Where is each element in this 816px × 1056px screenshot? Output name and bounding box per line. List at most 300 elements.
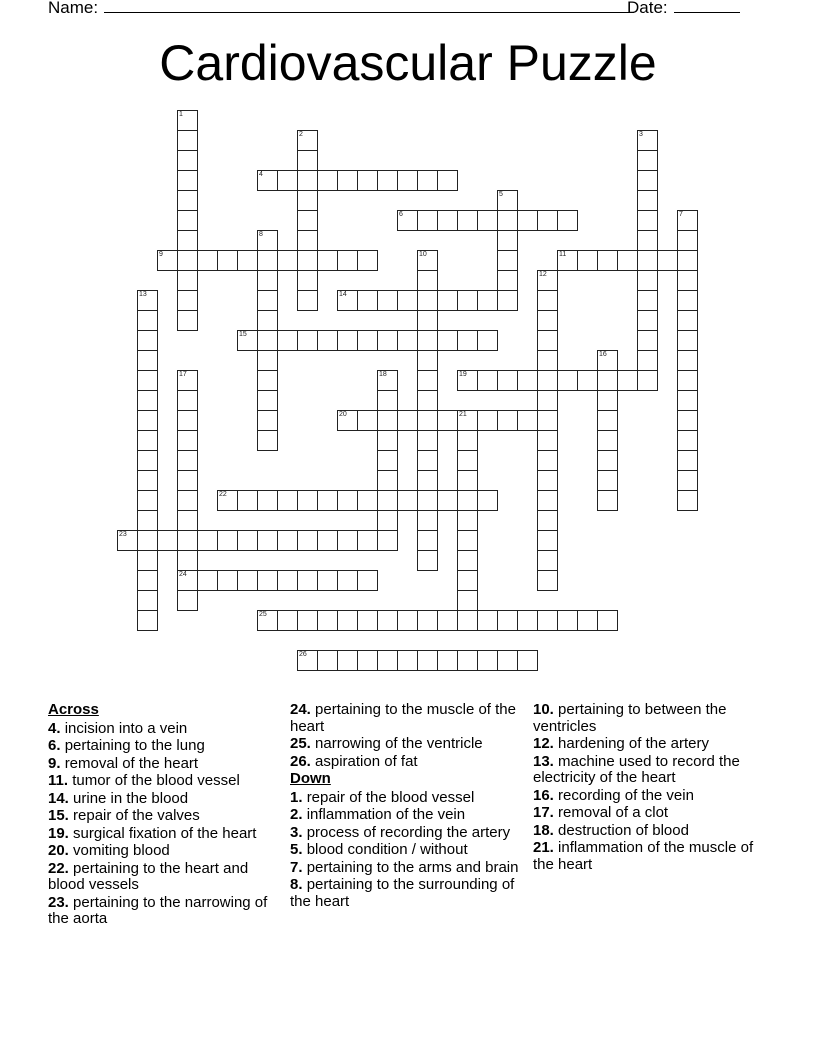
- grid-cell[interactable]: [337, 610, 358, 631]
- grid-cell[interactable]: [417, 550, 438, 571]
- grid-cell[interactable]: [277, 570, 298, 591]
- grid-cell[interactable]: [277, 330, 298, 351]
- grid-cell[interactable]: [497, 210, 518, 231]
- grid-cell[interactable]: [417, 250, 438, 271]
- grid-cell[interactable]: [377, 530, 398, 551]
- grid-cell[interactable]: [257, 410, 278, 431]
- grid-cell[interactable]: [417, 390, 438, 411]
- grid-cell[interactable]: [257, 270, 278, 291]
- grid-cell[interactable]: [597, 410, 618, 431]
- grid-cell[interactable]: [537, 470, 558, 491]
- grid-cell[interactable]: [637, 150, 658, 171]
- grid-cell[interactable]: [477, 610, 498, 631]
- grid-cell[interactable]: [537, 510, 558, 531]
- grid-cell[interactable]: [357, 170, 378, 191]
- grid-cell[interactable]: [457, 410, 478, 431]
- grid-cell[interactable]: [677, 410, 698, 431]
- grid-cell[interactable]: [357, 250, 378, 271]
- grid-cell[interactable]: [397, 290, 418, 311]
- grid-cell[interactable]: [317, 570, 338, 591]
- grid-cell[interactable]: [477, 410, 498, 431]
- grid-cell[interactable]: [397, 210, 418, 231]
- grid-cell[interactable]: [177, 150, 198, 171]
- grid-cell[interactable]: [337, 650, 358, 671]
- grid-cell[interactable]: [437, 170, 458, 191]
- grid-cell[interactable]: [297, 190, 318, 211]
- grid-cell[interactable]: [437, 410, 458, 431]
- grid-cell[interactable]: [577, 610, 598, 631]
- grid-cell[interactable]: [537, 610, 558, 631]
- clue-across: 9. removal of the heart: [48, 754, 199, 772]
- grid-cell[interactable]: [377, 330, 398, 351]
- grid-cell[interactable]: [637, 170, 658, 191]
- grid-cell[interactable]: [437, 330, 458, 351]
- clue-across: 6. pertaining to the lung: [48, 737, 205, 754]
- clue-number: 21: [459, 411, 467, 418]
- grid-cell[interactable]: [177, 490, 198, 511]
- grid-cell[interactable]: [137, 350, 158, 371]
- grid-cell[interactable]: [457, 590, 478, 611]
- grid-cell[interactable]: [257, 290, 278, 311]
- grid-cell[interactable]: [377, 170, 398, 191]
- clue-down: 21. inflammation of the muscle of the heart: [533, 839, 754, 873]
- grid-cell[interactable]: [417, 650, 438, 671]
- grid-cell[interactable]: [217, 570, 238, 591]
- grid-cell[interactable]: [277, 610, 298, 631]
- grid-cell[interactable]: [157, 250, 178, 271]
- clue-across: 22. pertaining to the heart and blood vessels: [48, 859, 249, 893]
- grid-cell[interactable]: [297, 250, 318, 271]
- clue-number: 12: [539, 271, 547, 278]
- grid-cell[interactable]: [117, 530, 138, 551]
- grid-cell[interactable]: [537, 330, 558, 351]
- grid-cell[interactable]: [657, 250, 678, 271]
- grid-cell[interactable]: [297, 490, 318, 511]
- grid-cell[interactable]: [177, 570, 198, 591]
- grid-cell[interactable]: [537, 210, 558, 231]
- grid-cell[interactable]: [537, 450, 558, 471]
- grid-cell[interactable]: [177, 250, 198, 271]
- grid-cell[interactable]: [517, 610, 538, 631]
- clue-down: 17. removal of a clot: [533, 804, 669, 821]
- grid-cell[interactable]: [377, 290, 398, 311]
- grid-cell[interactable]: [677, 450, 698, 471]
- grid-cell[interactable]: [617, 370, 638, 391]
- grid-cell[interactable]: [137, 310, 158, 331]
- grid-cell[interactable]: [477, 490, 498, 511]
- grid-cell[interactable]: [297, 650, 318, 671]
- grid-cell[interactable]: [597, 250, 618, 271]
- grid-cell[interactable]: [397, 610, 418, 631]
- grid-cell[interactable]: [477, 650, 498, 671]
- clue-across: 20. vomiting blood: [48, 842, 170, 859]
- grid-cell[interactable]: [257, 490, 278, 511]
- grid-cell[interactable]: [537, 310, 558, 331]
- grid-cell[interactable]: [377, 450, 398, 471]
- grid-cell[interactable]: [497, 290, 518, 311]
- grid-cell[interactable]: [417, 310, 438, 331]
- grid-cell[interactable]: [317, 490, 338, 511]
- grid-cell[interactable]: [497, 230, 518, 251]
- grid-cell[interactable]: [637, 290, 658, 311]
- grid-cell[interactable]: [477, 290, 498, 311]
- grid-cell[interactable]: [677, 310, 698, 331]
- grid-cell[interactable]: [397, 410, 418, 431]
- grid-cell[interactable]: [397, 170, 418, 191]
- grid-cell[interactable]: [277, 490, 298, 511]
- grid-cell[interactable]: [197, 570, 218, 591]
- clue-number: 11: [559, 251, 567, 258]
- grid-cell[interactable]: [177, 230, 198, 251]
- grid-cell[interactable]: [437, 610, 458, 631]
- grid-cell[interactable]: [637, 330, 658, 351]
- grid-cell[interactable]: [417, 270, 438, 291]
- grid-cell[interactable]: [457, 290, 478, 311]
- grid-cell[interactable]: [497, 270, 518, 291]
- grid-cell[interactable]: [557, 610, 578, 631]
- grid-cell[interactable]: [177, 270, 198, 291]
- grid-cell[interactable]: [457, 450, 478, 471]
- grid-cell[interactable]: [637, 190, 658, 211]
- grid-cell[interactable]: [637, 230, 658, 251]
- grid-cell[interactable]: [397, 490, 418, 511]
- grid-cell[interactable]: [597, 470, 618, 491]
- clues-column-3: [533, 702, 768, 874]
- clue-number: 24: [179, 571, 187, 578]
- grid-cell[interactable]: [457, 210, 478, 231]
- grid-cell[interactable]: [497, 190, 518, 211]
- grid-cell[interactable]: [417, 610, 438, 631]
- grid-cell[interactable]: [637, 130, 658, 151]
- grid-cell[interactable]: [237, 250, 258, 271]
- grid-cell[interactable]: [257, 530, 278, 551]
- clue-across: 24. pertaining to the muscle of the heart: [290, 701, 516, 735]
- grid-cell[interactable]: [677, 210, 698, 231]
- grid-cell[interactable]: [237, 490, 258, 511]
- grid-cell[interactable]: [177, 210, 198, 231]
- grid-cell[interactable]: [297, 610, 318, 631]
- grid-cell[interactable]: [517, 410, 538, 431]
- grid-cell[interactable]: [577, 370, 598, 391]
- grid-cell[interactable]: [537, 550, 558, 571]
- grid-cell[interactable]: [677, 470, 698, 491]
- grid-cell[interactable]: [137, 370, 158, 391]
- grid-cell[interactable]: [137, 330, 158, 351]
- grid-cell[interactable]: [477, 370, 498, 391]
- grid-cell[interactable]: [137, 530, 158, 551]
- grid-cell[interactable]: [377, 390, 398, 411]
- grid-cell[interactable]: [177, 410, 198, 431]
- grid-cell[interactable]: [217, 250, 238, 271]
- grid-cell[interactable]: [297, 330, 318, 351]
- clue-number: 3: [639, 131, 643, 138]
- grid-cell[interactable]: [137, 490, 158, 511]
- grid-cell[interactable]: [397, 650, 418, 671]
- grid-cell[interactable]: [417, 210, 438, 231]
- grid-cell[interactable]: [137, 470, 158, 491]
- grid-cell[interactable]: [637, 270, 658, 291]
- grid-cell[interactable]: [557, 250, 578, 271]
- grid-cell[interactable]: [677, 490, 698, 511]
- grid-cell[interactable]: [637, 370, 658, 391]
- grid-cell[interactable]: [297, 230, 318, 251]
- grid-cell[interactable]: [457, 370, 478, 391]
- grid-cell[interactable]: [217, 530, 238, 551]
- grid-cell[interactable]: [377, 370, 398, 391]
- grid-cell[interactable]: [417, 170, 438, 191]
- grid-cell[interactable]: [137, 450, 158, 471]
- grid-cell[interactable]: [517, 370, 538, 391]
- grid-cell[interactable]: [477, 330, 498, 351]
- grid-cell[interactable]: [637, 350, 658, 371]
- clue-across: 19. surgical fixation of the heart: [48, 824, 257, 842]
- clue-number: 15: [239, 331, 247, 338]
- grid-cell[interactable]: [177, 510, 198, 531]
- grid-cell[interactable]: [197, 250, 218, 271]
- grid-cell[interactable]: [257, 250, 278, 271]
- clue-number: 10: [419, 251, 427, 258]
- grid-cell[interactable]: [457, 570, 478, 591]
- grid-cell[interactable]: [437, 290, 458, 311]
- grid-cell[interactable]: [237, 570, 258, 591]
- grid-cell[interactable]: [417, 370, 438, 391]
- grid-cell[interactable]: [437, 490, 458, 511]
- grid-cell[interactable]: [297, 130, 318, 151]
- grid-cell[interactable]: [417, 290, 438, 311]
- grid-cell[interactable]: [177, 590, 198, 611]
- grid-cell[interactable]: [457, 650, 478, 671]
- grid-cell[interactable]: [317, 610, 338, 631]
- grid-cell[interactable]: [317, 530, 338, 551]
- grid-cell[interactable]: [637, 250, 658, 271]
- grid-cell[interactable]: [417, 530, 438, 551]
- grid-cell[interactable]: [257, 570, 278, 591]
- grid-cell[interactable]: [257, 370, 278, 391]
- grid-cell[interactable]: [317, 170, 338, 191]
- grid-cell[interactable]: [517, 650, 538, 671]
- grid-cell[interactable]: [597, 490, 618, 511]
- grid-cell[interactable]: [457, 550, 478, 571]
- grid-cell[interactable]: [377, 470, 398, 491]
- grid-cell[interactable]: [137, 410, 158, 431]
- grid-cell[interactable]: [677, 350, 698, 371]
- grid-cell[interactable]: [637, 210, 658, 231]
- grid-cell[interactable]: [417, 470, 438, 491]
- grid-cell[interactable]: [237, 330, 258, 351]
- clue-down: 13. machine used to record the electricity of the heart: [533, 752, 740, 786]
- grid-cell[interactable]: [257, 330, 278, 351]
- clue-across: 11. tumor of the blood vessel: [48, 772, 240, 789]
- grid-cell[interactable]: [137, 610, 158, 631]
- grid-cell[interactable]: [417, 490, 438, 511]
- grid-cell[interactable]: [257, 350, 278, 371]
- grid-cell[interactable]: [357, 330, 378, 351]
- grid-cell[interactable]: [317, 650, 338, 671]
- grid-cell[interactable]: [297, 210, 318, 231]
- grid-cell[interactable]: [257, 170, 278, 191]
- grid-cell[interactable]: [417, 430, 438, 451]
- grid-cell[interactable]: [217, 490, 238, 511]
- grid-cell[interactable]: [497, 250, 518, 271]
- grid-cell[interactable]: [297, 530, 318, 551]
- grid-cell[interactable]: [577, 250, 598, 271]
- grid-cell[interactable]: [437, 210, 458, 231]
- grid-cell[interactable]: [297, 570, 318, 591]
- grid-cell[interactable]: [177, 450, 198, 471]
- grid-cell[interactable]: [677, 330, 698, 351]
- grid-cell[interactable]: [357, 610, 378, 631]
- grid-cell[interactable]: [537, 490, 558, 511]
- grid-cell[interactable]: [197, 530, 218, 551]
- grid-cell[interactable]: [377, 410, 398, 431]
- grid-cell[interactable]: [477, 210, 498, 231]
- grid-cell[interactable]: [597, 390, 618, 411]
- grid-cell[interactable]: [597, 450, 618, 471]
- grid-cell[interactable]: [337, 330, 358, 351]
- grid-cell[interactable]: [297, 150, 318, 171]
- grid-cell[interactable]: [317, 330, 338, 351]
- grid-cell[interactable]: [417, 410, 438, 431]
- grid-cell[interactable]: [177, 110, 198, 131]
- grid-cell[interactable]: [257, 310, 278, 331]
- grid-cell[interactable]: [177, 550, 198, 571]
- grid-cell[interactable]: [617, 250, 638, 271]
- grid-cell[interactable]: [177, 470, 198, 491]
- grid-cell[interactable]: [677, 390, 698, 411]
- grid-cell[interactable]: [137, 290, 158, 311]
- grid-cell[interactable]: [297, 170, 318, 191]
- grid-cell[interactable]: [457, 530, 478, 551]
- grid-cell[interactable]: [377, 430, 398, 451]
- grid-cell[interactable]: [537, 370, 558, 391]
- grid-cell[interactable]: [417, 510, 438, 531]
- grid-cell[interactable]: [297, 270, 318, 291]
- grid-cell[interactable]: [137, 550, 158, 571]
- grid-cell[interactable]: [277, 170, 298, 191]
- grid-cell[interactable]: [337, 410, 358, 431]
- grid-cell[interactable]: [137, 430, 158, 451]
- grid-cell[interactable]: [357, 290, 378, 311]
- grid-cell[interactable]: [377, 610, 398, 631]
- grid-cell[interactable]: [497, 610, 518, 631]
- grid-cell[interactable]: [557, 370, 578, 391]
- grid-cell[interactable]: [137, 570, 158, 591]
- clue-number: 1: [179, 111, 183, 118]
- grid-cell[interactable]: [637, 310, 658, 331]
- grid-cell[interactable]: [317, 250, 338, 271]
- grid-cell[interactable]: [337, 290, 358, 311]
- grid-cell[interactable]: [677, 430, 698, 451]
- grid-cell[interactable]: [497, 410, 518, 431]
- grid-cell[interactable]: [257, 430, 278, 451]
- grid-cell[interactable]: [157, 530, 178, 551]
- grid-cell[interactable]: [497, 650, 518, 671]
- grid-cell[interactable]: [377, 510, 398, 531]
- grid-cell[interactable]: [597, 610, 618, 631]
- clue-number: 8: [259, 231, 263, 238]
- clue-number: 19: [459, 371, 467, 378]
- grid-cell[interactable]: [537, 270, 558, 291]
- grid-cell[interactable]: [177, 430, 198, 451]
- grid-cell[interactable]: [357, 570, 378, 591]
- grid-cell[interactable]: [537, 350, 558, 371]
- grid-cell[interactable]: [137, 390, 158, 411]
- grid-cell[interactable]: [457, 430, 478, 451]
- grid-cell[interactable]: [377, 650, 398, 671]
- grid-cell[interactable]: [177, 290, 198, 311]
- grid-cell[interactable]: [457, 610, 478, 631]
- grid-cell[interactable]: [457, 510, 478, 531]
- grid-cell[interactable]: [177, 530, 198, 551]
- grid-cell[interactable]: [597, 370, 618, 391]
- clues-column-1: [48, 702, 280, 929]
- grid-cell[interactable]: [677, 230, 698, 251]
- grid-cell[interactable]: [437, 650, 458, 671]
- grid-cell[interactable]: [337, 490, 358, 511]
- grid-cell[interactable]: [597, 350, 618, 371]
- grid-cell[interactable]: [537, 430, 558, 451]
- grid-cell[interactable]: [357, 650, 378, 671]
- grid-cell[interactable]: [677, 250, 698, 271]
- grid-cell[interactable]: [417, 330, 438, 351]
- grid-cell[interactable]: [257, 390, 278, 411]
- grid-cell[interactable]: [517, 210, 538, 231]
- grid-cell[interactable]: [677, 270, 698, 291]
- grid-cell[interactable]: [537, 390, 558, 411]
- grid-cell[interactable]: [537, 290, 558, 311]
- grid-cell[interactable]: [337, 570, 358, 591]
- grid-cell[interactable]: [497, 370, 518, 391]
- grid-cell[interactable]: [557, 210, 578, 231]
- grid-cell[interactable]: [337, 250, 358, 271]
- grid-cell[interactable]: [297, 290, 318, 311]
- grid-cell[interactable]: [537, 570, 558, 591]
- grid-cell[interactable]: [677, 370, 698, 391]
- grid-cell[interactable]: [137, 590, 158, 611]
- grid-cell[interactable]: [377, 490, 398, 511]
- grid-cell[interactable]: [257, 610, 278, 631]
- grid-cell[interactable]: [457, 490, 478, 511]
- grid-cell[interactable]: [457, 470, 478, 491]
- grid-cell[interactable]: [277, 250, 298, 271]
- grid-cell[interactable]: [397, 330, 418, 351]
- grid-cell[interactable]: [177, 170, 198, 191]
- grid-cell[interactable]: [177, 390, 198, 411]
- grid-cell[interactable]: [177, 310, 198, 331]
- grid-cell[interactable]: [457, 330, 478, 351]
- clue-down: 16. recording of the vein: [533, 786, 694, 804]
- grid-cell[interactable]: [537, 410, 558, 431]
- grid-cell[interactable]: [237, 530, 258, 551]
- grid-cell[interactable]: [337, 170, 358, 191]
- grid-cell[interactable]: [537, 530, 558, 551]
- grid-cell[interactable]: [277, 530, 298, 551]
- grid-cell[interactable]: [417, 350, 438, 371]
- grid-cell[interactable]: [417, 450, 438, 471]
- grid-cell[interactable]: [177, 130, 198, 151]
- grid-cell[interactable]: [357, 410, 378, 431]
- grid-cell[interactable]: [357, 490, 378, 511]
- grid-cell[interactable]: [177, 190, 198, 211]
- grid-cell[interactable]: [357, 530, 378, 551]
- grid-cell[interactable]: [257, 230, 278, 251]
- grid-cell[interactable]: [137, 510, 158, 531]
- grid-cell[interactable]: [177, 370, 198, 391]
- clue-number: 22: [219, 491, 227, 498]
- grid-cell[interactable]: [677, 290, 698, 311]
- grid-cell[interactable]: [597, 430, 618, 451]
- grid-cell[interactable]: [337, 530, 358, 551]
